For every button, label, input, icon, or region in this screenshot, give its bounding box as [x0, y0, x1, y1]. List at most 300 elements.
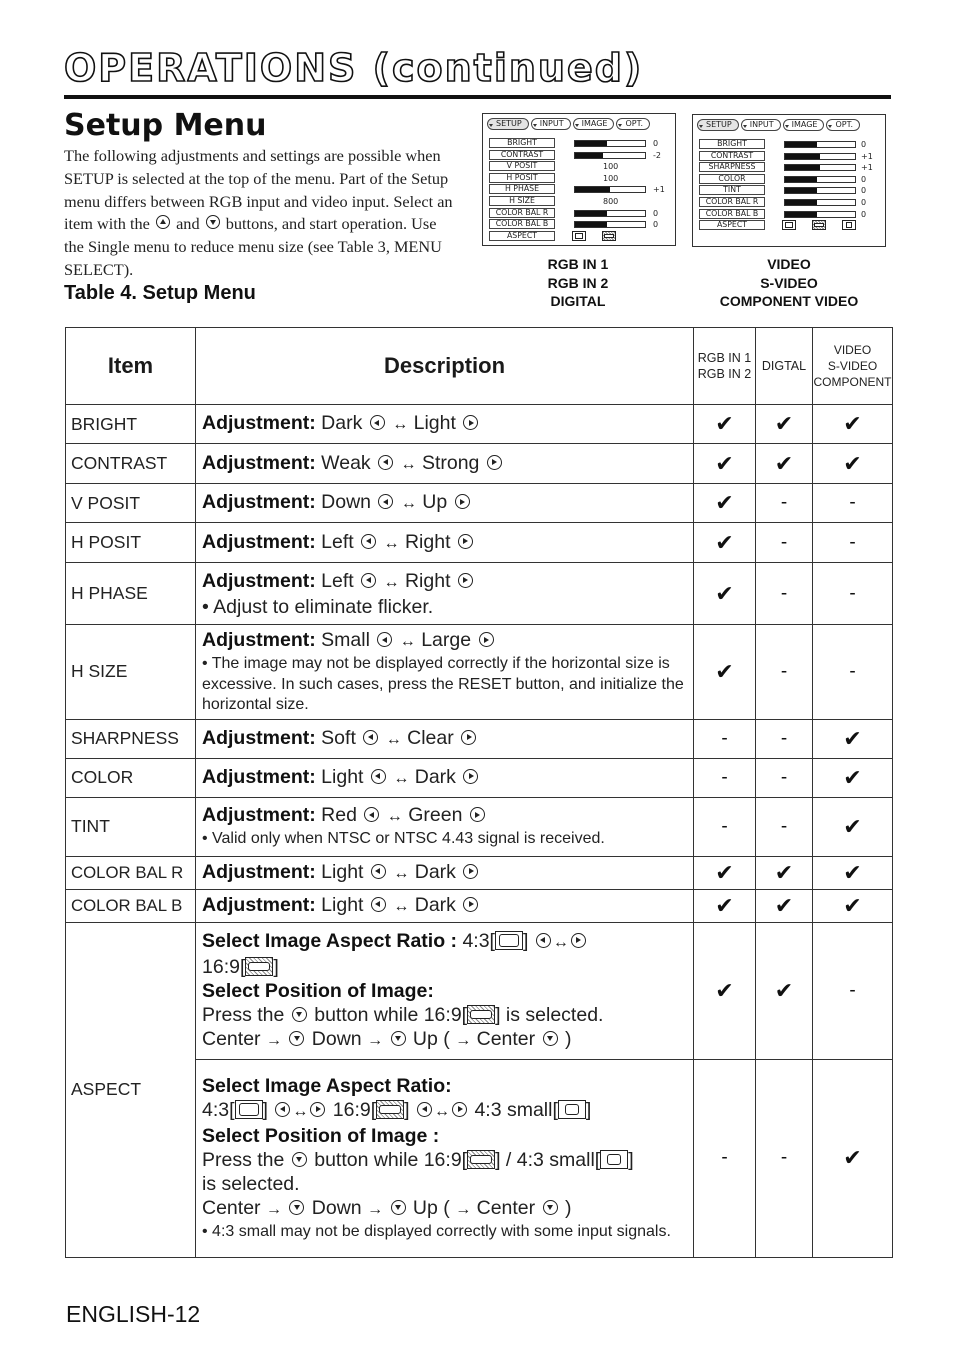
description-cell — [196, 758, 694, 797]
adjustment-label: Adjustment: — [202, 893, 316, 916]
mark-rgb: ✔ — [694, 922, 756, 1059]
down-button-icon — [391, 1031, 406, 1046]
osd-level-bar — [784, 211, 856, 218]
mark-rgb: ✔ — [694, 889, 756, 922]
mark-video: ✔ — [813, 797, 893, 856]
left-button-icon — [378, 455, 393, 470]
osd-level-fill — [785, 142, 817, 147]
both-arrow-icon: ↔ — [383, 573, 400, 591]
adjust-from: Left — [321, 530, 354, 553]
table-row — [66, 797, 893, 856]
description-cell — [196, 889, 694, 922]
is-selected-text: is selected. — [202, 1172, 300, 1195]
mark-digital: ✔ — [756, 922, 813, 1059]
osd-value: 0 — [861, 186, 867, 196]
description-cell — [196, 405, 694, 444]
adjust-from: Down — [321, 491, 372, 513]
table-caption: Table 4. Setup Menu — [64, 282, 256, 304]
item-cell: H PHASE — [66, 563, 196, 625]
header-digital: DIGTAL — [756, 328, 813, 405]
osd-item-label: ASPECT — [489, 231, 555, 241]
description-note: • 4:3 small may not be displayed correctly with some input signals. — [202, 1222, 671, 1240]
down-button-icon — [289, 1200, 304, 1215]
mark-rgb: - — [694, 758, 756, 797]
down-text: Down — [311, 1196, 362, 1219]
adjust-to: Right — [404, 530, 451, 553]
adjustment-label: Adjustment: — [202, 804, 316, 827]
osd-item-label: COLOR BAL B — [699, 209, 765, 219]
up-text: Up ( — [412, 1027, 450, 1050]
adjustment-label: Adjustment: — [202, 412, 316, 434]
adjust-from: Dark — [321, 412, 363, 434]
mark-rgb: - — [694, 1059, 756, 1257]
mark-video: ✔ — [813, 444, 893, 484]
down-button-icon — [206, 215, 220, 229]
mark-digital: ✔ — [756, 444, 813, 484]
table-row — [66, 523, 893, 563]
osd-level-fill — [785, 188, 817, 193]
osd-value: 0 — [861, 209, 867, 219]
caption-line: COMPONENT VIDEO — [719, 293, 859, 309]
header-description: Description — [196, 328, 694, 405]
adjustment-label: Adjustment: — [202, 765, 316, 788]
mark-digital: ✔ — [756, 889, 813, 922]
down-button-icon — [543, 1200, 558, 1215]
osd-value: +1 — [653, 185, 665, 195]
osd-level-fill — [575, 222, 607, 227]
adjust-from: Left — [321, 569, 354, 592]
osd-level-fill — [785, 177, 817, 182]
left-button-icon — [377, 632, 392, 647]
table-row — [66, 444, 893, 484]
osd-tab: OPT. — [826, 119, 860, 131]
osd-aspect-small-icon — [842, 220, 856, 230]
osd-value: -2 — [653, 150, 661, 160]
item-cell: H POSIT — [66, 523, 196, 563]
adjust-to: Dark — [414, 765, 456, 788]
osd-value: 100 — [603, 173, 619, 183]
both-arrow-icon: ↔ — [292, 1102, 309, 1120]
mark-video: ✔ — [813, 758, 893, 797]
left-button-icon — [371, 864, 386, 879]
down-button-icon — [543, 1031, 558, 1046]
table-row-aspect-rgb — [66, 922, 893, 1059]
center2-text: Center — [476, 1027, 536, 1050]
right-arrow-icon: → — [265, 1200, 282, 1218]
both-arrow-icon: ↔ — [400, 495, 417, 512]
osd-value: +1 — [861, 163, 873, 173]
page-number: ENGLISH-12 — [66, 1301, 201, 1327]
osd-item-label: ASPECT — [699, 220, 765, 230]
right-button-icon — [310, 1102, 325, 1117]
aspect-43-small-icon — [600, 1150, 628, 1169]
left-button-icon — [370, 415, 385, 430]
select-ratio-label: Select Image Aspect Ratio: — [202, 1074, 452, 1097]
adjust-from: Small — [321, 629, 370, 651]
table-row — [66, 405, 893, 444]
right-arrow-icon: → — [265, 1031, 282, 1049]
osd-aspect-r43-icon — [782, 220, 796, 230]
osd-level-fill — [785, 212, 817, 217]
osd-value: 0 — [653, 220, 659, 230]
osd-screen-rgb — [482, 113, 676, 246]
header-video-line: COMPONENT — [813, 375, 892, 389]
adjust-to: Clear — [407, 726, 454, 749]
osd-tab: OPT. — [616, 118, 650, 130]
description-cell — [196, 484, 694, 523]
mark-digital: - — [756, 484, 813, 523]
osd-item-label: COLOR BAL R — [489, 208, 555, 218]
adjust-from: Weak — [321, 451, 371, 474]
mark-digital: - — [756, 719, 813, 758]
both-arrow-icon: ↔ — [385, 730, 402, 748]
item-cell: BRIGHT — [66, 405, 196, 444]
caption-line: RGB IN 1 — [547, 256, 609, 272]
adjustment-label: Adjustment: — [202, 491, 316, 513]
caption-line: RGB IN 2 — [547, 274, 609, 291]
item-cell: COLOR BAL B — [66, 889, 196, 922]
center-text: Center — [202, 1027, 261, 1050]
aspect-43-icon — [495, 931, 523, 950]
right-arrow-icon: → — [455, 1031, 472, 1049]
down-button-icon — [292, 1007, 307, 1022]
mark-video: ✔ — [813, 719, 893, 758]
mark-digital: ✔ — [756, 405, 813, 444]
osd-level-bar — [574, 210, 646, 217]
aspect-169-icon — [376, 1100, 404, 1119]
description-cell — [196, 719, 694, 758]
osd-tab-bar — [697, 119, 862, 131]
item-cell: V POSIT — [66, 484, 196, 523]
item-cell: SHARPNESS — [66, 719, 196, 758]
header-item: Item — [66, 328, 196, 405]
aspect-169-icon — [467, 1150, 495, 1169]
press-text: Press the — [202, 1003, 285, 1026]
osd-level-bar — [784, 153, 856, 160]
osd-caption-video — [700, 255, 878, 311]
adjustment-label: Adjustment: — [202, 451, 316, 474]
osd-tab: IMAGE — [783, 119, 825, 131]
both-arrow-icon: ↔ — [399, 633, 416, 650]
while-text: button while 16:9[ — [314, 1003, 468, 1026]
both-arrow-icon: ↔ — [393, 897, 410, 915]
both-arrow-icon: ↔ — [383, 534, 400, 552]
osd-level-fill — [785, 154, 820, 159]
description-note: • Adjust to eliminate flicker. — [202, 595, 434, 618]
right-button-icon — [487, 455, 502, 470]
ratio-169-text: 16:9[ — [332, 1098, 377, 1121]
ratio-43-text: 4:3[ — [202, 1098, 235, 1121]
osd-tab: SETUP — [697, 119, 739, 131]
adjustment-label: Adjustment: — [202, 860, 316, 883]
mark-video: - — [813, 922, 893, 1059]
mark-rgb: ✔ — [694, 444, 756, 484]
item-cell: COLOR BAL R — [66, 856, 196, 889]
osd-item-label: H POSIT — [489, 173, 555, 183]
right-button-icon — [463, 897, 478, 912]
up-text: Up ( — [412, 1196, 450, 1219]
osd-value: 0 — [653, 139, 659, 148]
left-button-icon — [536, 933, 551, 948]
description-cell — [196, 444, 694, 484]
close-paren: ) — [564, 1027, 572, 1050]
mark-rgb: - — [694, 719, 756, 758]
slash-text: ] / 4:3 small[ — [495, 1148, 601, 1171]
adjust-from: Light — [321, 765, 364, 788]
item-cell: ASPECT — [66, 922, 196, 1257]
caption-line: VIDEO — [767, 256, 811, 272]
down-button-icon — [391, 1200, 406, 1215]
adjustment-label: Adjustment: — [202, 569, 316, 592]
left-button-icon — [417, 1102, 432, 1117]
osd-item-label: TINT — [699, 185, 765, 195]
down-text: Down — [311, 1027, 362, 1050]
right-button-icon — [452, 1102, 467, 1117]
adjust-to: Light — [413, 412, 456, 434]
description-note: • The image may not be displayed correctly if the horizontal size is excessive. In such cases, press the RESET button, and initialize the horizontal size. — [202, 655, 684, 713]
header-video-line: VIDEO — [833, 343, 872, 357]
right-arrow-icon: → — [367, 1200, 384, 1218]
right-arrow-icon: → — [367, 1031, 384, 1049]
adjust-to: Strong — [421, 451, 480, 474]
mark-digital: - — [756, 523, 813, 563]
is-selected-text: ] is selected. — [495, 1003, 604, 1026]
description-cell: Select Image Aspect Ratio: 4:3[ ] ↔ 16:9[ ] ↔ 4:3 small[ ] Select Position of Image : Press the button while 16:9[ ] / 4:3 small[ ] is selected. Center → Down → Up ( → Center ) • 4:3 small may not be displayed correctly with some input signals. — [196, 1059, 694, 1257]
osd-value: 800 — [603, 197, 619, 206]
mark-digital: ✔ — [756, 856, 813, 889]
osd-item-label: CONTRAST — [489, 150, 555, 160]
right-button-icon — [463, 415, 478, 430]
mark-video: ✔ — [813, 856, 893, 889]
osd-level-bar — [574, 221, 646, 228]
item-cell: CONTRAST — [66, 444, 196, 484]
caption-line: DIGITAL — [550, 293, 606, 309]
osd-value: +1 — [861, 151, 873, 161]
both-arrow-icon: ↔ — [552, 933, 569, 951]
right-button-icon — [463, 769, 478, 784]
table-row — [66, 856, 893, 889]
osd-level-bar — [784, 141, 856, 148]
description-cell — [196, 856, 694, 889]
adjust-from: Soft — [321, 726, 356, 749]
osd-level-bar — [784, 164, 856, 171]
table-row — [66, 758, 893, 797]
item-cell: TINT — [66, 797, 196, 856]
aspect-43-icon — [235, 1100, 263, 1119]
both-arrow-icon: ↔ — [434, 1102, 451, 1120]
mark-rgb: - — [694, 797, 756, 856]
up-button-icon — [156, 215, 170, 229]
mark-digital: - — [756, 797, 813, 856]
adjust-to: Green — [408, 804, 463, 827]
right-button-icon — [571, 933, 586, 948]
mark-video: - — [813, 625, 893, 720]
section-title: Setup Menu — [64, 108, 267, 143]
header-video-line: S-VIDEO — [827, 359, 878, 373]
item-cell: H SIZE — [66, 625, 196, 720]
description-cell — [196, 625, 694, 720]
osd-aspect-r43-icon — [572, 231, 586, 241]
mark-video: ✔ — [813, 889, 893, 922]
osd-level-fill — [785, 165, 820, 170]
ratio-169-text: 16:9[ — [202, 955, 246, 978]
aspect-169-icon — [245, 957, 273, 976]
down-button-icon — [289, 1031, 304, 1046]
osd-tab: IMAGE — [573, 118, 615, 130]
description-cell: Select Image Aspect Ratio : 4:3[ ] ↔ 16:9[ ] Select Position of Image: Press the button while 16:9[ ] is selected. Center → Down → Up ( → Center ) — [196, 922, 694, 1059]
intro-text-1: The following adjustments and settings are possible when SETUP is selected at the top of the menu. Part of the Setup menu differs between RGB input and video input. Select an item with the — [64, 146, 453, 234]
adjust-to: Dark — [414, 893, 456, 916]
both-arrow-icon: ↔ — [400, 455, 417, 473]
osd-level-fill — [785, 200, 817, 205]
header-rgb-line: RGB IN 2 — [697, 367, 752, 381]
center2-text: Center — [476, 1196, 536, 1219]
adjustment-label: Adjustment: — [202, 629, 316, 651]
mark-digital: - — [756, 625, 813, 720]
osd-item-label: BRIGHT — [699, 139, 765, 149]
right-button-icon — [455, 494, 470, 509]
table-row — [66, 563, 893, 625]
osd-level-bar — [574, 152, 646, 159]
select-ratio-label: Select Image Aspect Ratio : — [202, 929, 458, 952]
right-button-icon — [463, 864, 478, 879]
osd-tab: INPUT — [741, 119, 781, 131]
both-arrow-icon: ↔ — [393, 864, 410, 882]
osd-screen-video — [692, 114, 886, 247]
center-text: Center — [202, 1196, 261, 1219]
mark-rgb: ✔ — [694, 405, 756, 444]
osd-value: 0 — [861, 140, 867, 149]
left-button-icon — [371, 769, 386, 784]
mark-rgb: ✔ — [694, 523, 756, 563]
item-cell: COLOR — [66, 758, 196, 797]
right-button-icon — [458, 534, 473, 549]
osd-tab-bar — [487, 118, 652, 130]
osd-item-label: COLOR — [699, 174, 765, 184]
adjust-to: Up — [422, 491, 448, 513]
osd-tab: SETUP — [487, 118, 529, 130]
osd-item-label: V POSIT — [489, 161, 555, 171]
osd-level-bar — [784, 176, 856, 183]
header-video — [813, 328, 893, 405]
table-row — [66, 719, 893, 758]
caption-line: S-VIDEO — [760, 274, 818, 291]
header-divider — [64, 95, 891, 99]
adjustment-label: Adjustment: — [202, 726, 316, 749]
left-button-icon — [361, 573, 376, 588]
right-button-icon — [479, 632, 494, 647]
osd-item-label: CONTRAST — [699, 151, 765, 161]
osd-aspect-r169-icon — [602, 231, 616, 241]
table-row — [66, 484, 893, 523]
description-cell — [196, 523, 694, 563]
osd-level-fill — [575, 211, 607, 216]
left-button-icon — [378, 494, 393, 509]
table-row — [66, 625, 893, 720]
osd-item-label: H PHASE — [489, 184, 555, 194]
header-rgb — [694, 328, 756, 405]
adjust-from: Light — [321, 893, 364, 916]
press-text: Press the — [202, 1148, 285, 1171]
osd-item-label: SHARPNESS — [699, 162, 765, 172]
intro-text-2: buttons, and start operation. Use the Single menu to reduce menu size (see Table 3, MENU SELECT). — [64, 214, 442, 279]
osd-item-label: BRIGHT — [489, 138, 555, 148]
adjust-to: Dark — [414, 860, 456, 883]
osd-caption-rgb — [510, 255, 646, 311]
adjust-from: Light — [321, 860, 364, 883]
both-arrow-icon: ↔ — [386, 808, 403, 826]
osd-level-bar — [784, 199, 856, 206]
adjust-from: Red — [321, 804, 357, 827]
mark-digital: - — [756, 563, 813, 625]
description-note: • Valid only when NTSC or NTSC 4.43 signal is received. — [202, 830, 605, 848]
select-position-label: Select Position of Image : — [202, 1124, 440, 1147]
mark-rgb: ✔ — [694, 563, 756, 625]
description-cell — [196, 797, 694, 856]
right-button-icon — [470, 807, 485, 822]
mark-video: ✔ — [813, 405, 893, 444]
both-arrow-icon: ↔ — [392, 416, 409, 433]
mark-digital: - — [756, 758, 813, 797]
aspect-43-small-icon — [558, 1100, 586, 1119]
left-button-icon — [363, 730, 378, 745]
osd-level-fill — [575, 141, 607, 146]
down-button-icon — [292, 1152, 307, 1167]
osd-item-label: H SIZE — [489, 196, 555, 206]
osd-item-label: COLOR BAL R — [699, 197, 765, 207]
right-arrow-icon: → — [455, 1200, 472, 1218]
right-button-icon — [461, 730, 476, 745]
intro-and: and — [176, 214, 200, 234]
description-cell — [196, 563, 694, 625]
close-paren: ) — [564, 1196, 572, 1219]
mark-video: ✔ — [813, 1059, 893, 1257]
osd-level-bar — [574, 140, 646, 147]
mark-video: - — [813, 523, 893, 563]
aspect-169-icon — [467, 1005, 495, 1024]
left-button-icon — [371, 897, 386, 912]
osd-level-fill — [575, 187, 610, 192]
adjust-to: Right — [404, 569, 451, 592]
osd-item-label: COLOR BAL B — [489, 219, 555, 229]
both-arrow-icon: ↔ — [393, 769, 410, 787]
mark-rgb: ✔ — [694, 625, 756, 720]
header-rgb-line: RGB IN 1 — [697, 351, 752, 365]
while-text: button while 16:9[ — [314, 1148, 468, 1171]
mark-video: - — [813, 484, 893, 523]
select-position-label: Select Position of Image: — [202, 979, 434, 1002]
osd-value: 0 — [653, 208, 659, 218]
left-button-icon — [364, 807, 379, 822]
osd-value: 100 — [603, 162, 619, 172]
table-row — [66, 889, 893, 922]
osd-level-bar — [574, 186, 646, 193]
ratio-43small-text: 4:3 small[ — [474, 1098, 558, 1121]
adjustment-label: Adjustment: — [202, 530, 316, 553]
mark-digital: - — [756, 1059, 813, 1257]
page-header-title: OPERATIONS (continued) — [64, 46, 644, 90]
osd-value: 0 — [861, 174, 867, 184]
osd-aspect-r169-icon — [812, 220, 826, 230]
osd-value: 0 — [861, 198, 867, 207]
ratio-43-text: 4:3[ — [462, 929, 495, 952]
adjust-to: Large — [421, 629, 472, 651]
left-button-icon — [275, 1102, 290, 1117]
intro-paragraph — [64, 145, 456, 282]
mark-rgb: ✔ — [694, 484, 756, 523]
mark-video: - — [813, 563, 893, 625]
left-button-icon — [361, 534, 376, 549]
